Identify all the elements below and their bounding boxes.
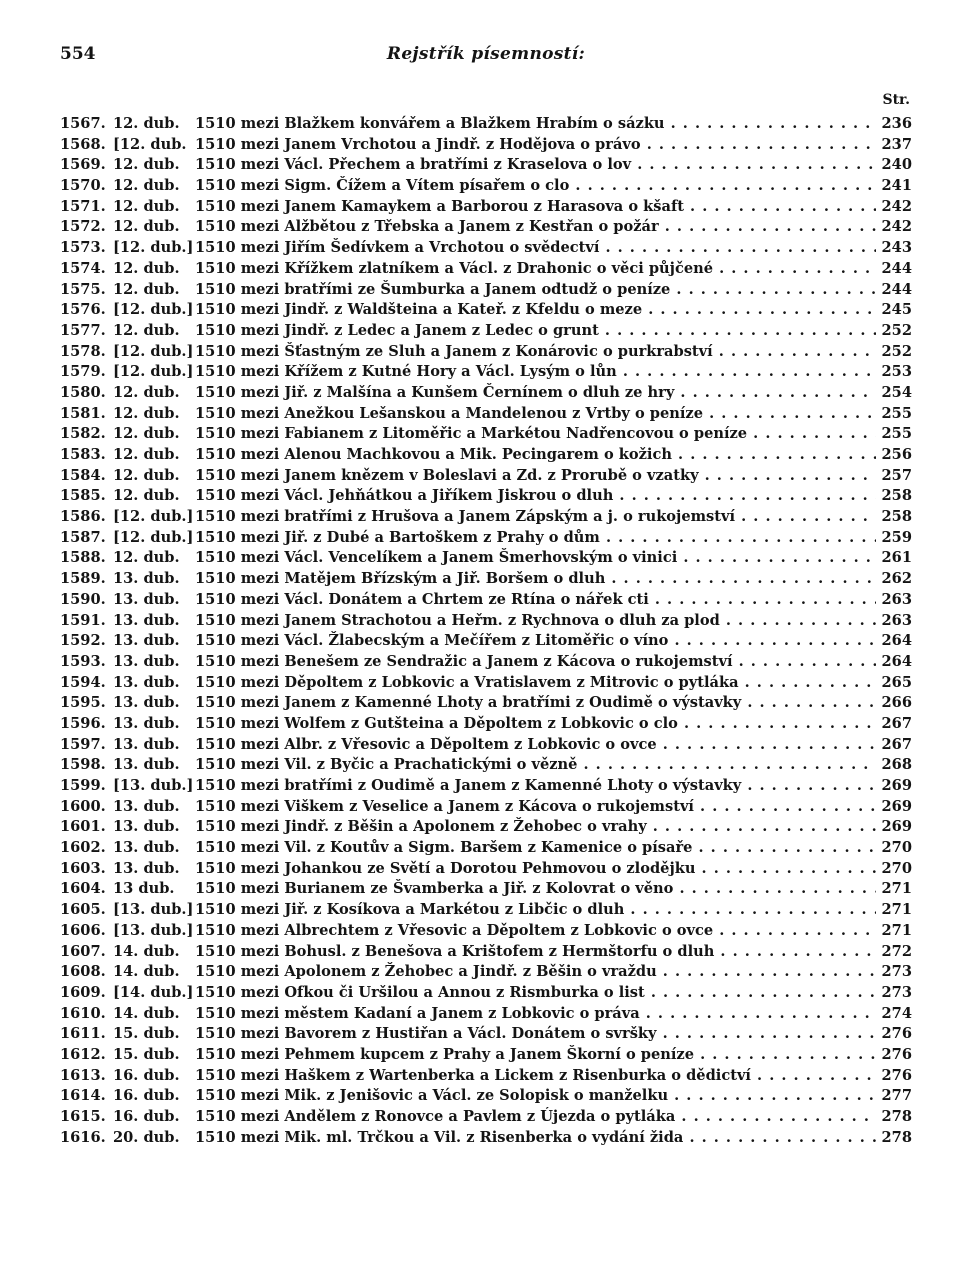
entry-page-ref: 270 [881, 859, 912, 877]
entry-page-ref: 269 [881, 777, 912, 794]
index-entry [60, 962, 912, 983]
entry-text: 1510 mezi Václ. Žlabecským a Mečířem z Litoměřic o víno . . . [195, 631, 876, 652]
entry-number: 1585. [60, 487, 106, 505]
index-entry [60, 755, 912, 776]
entry-page-ref: 277 [881, 1087, 912, 1105]
entry-page-ref: 267 [881, 735, 912, 753]
index-entry [60, 714, 912, 735]
entry-date: 12. dub. [113, 446, 180, 463]
entry-page-ref: 253 [881, 363, 912, 381]
entry-date: 12. dub. [113, 321, 180, 339]
entry-number: 1588. [60, 549, 106, 567]
entry-text: 1510 mezi Jiřím Šedívkem a Vrchotou o svědectví . . . [195, 238, 876, 259]
index-entry [60, 507, 912, 528]
index-entry [60, 631, 912, 652]
entry-number: 1598. [60, 756, 106, 774]
entry-text: 1510 mezi Janem Kamaykem a Barborou z Harasova o kšaft . . . [195, 197, 876, 218]
index-entry [60, 155, 912, 176]
entry-date: 12. dub. [113, 487, 180, 505]
entry-page-ref: 264 [881, 652, 912, 670]
entry-date: 14. dub. [113, 942, 180, 960]
entry-page-ref: 272 [881, 942, 912, 960]
index-entry [60, 176, 912, 197]
entry-number: 1569. [60, 156, 106, 174]
index-entries [60, 114, 912, 1148]
entry-page-ref: 261 [881, 549, 912, 567]
index-entry [60, 838, 912, 859]
entry-date: 20. dub. [113, 1128, 180, 1146]
entry-text: 1510 mezi Jiř. z Dubé a Bartoškem z Prahy o dům . . . [195, 528, 876, 549]
entry-date: 13. dub. [113, 839, 180, 857]
entry-number: 1614. [60, 1087, 106, 1105]
entry-number: 1616. [60, 1128, 106, 1146]
entry-text: 1510 mezi Jiř. z Malšína a Kunšem Černínem o dluh ze hry . . . [195, 383, 876, 404]
entry-page-ref: 252 [881, 321, 912, 339]
entry-text: 1510 mezi Janem z Kamenné Lhoty a bratřími z Oudimě o výstavky . . . [195, 693, 876, 714]
entry-date: 14. dub. [113, 1004, 180, 1022]
entry-text: 1510 mezi Johankou ze Světí a Dorotou Pehmovou o zlodějku . . . [195, 859, 876, 880]
index-entry [60, 466, 912, 487]
entry-number: 1582. [60, 425, 106, 443]
entry-date: [12. dub.] [113, 239, 194, 257]
entry-page-ref: 259 [881, 528, 912, 546]
index-entry [60, 590, 912, 611]
index-entry [60, 445, 912, 466]
entry-number: 1591. [60, 611, 106, 629]
entry-text: 1510 mezi Václ. Vencelíkem a Janem Šmerhovským o vinici . . . [195, 548, 876, 569]
entry-text: 1510 mezi bratřími z Oudimě a Janem z Kamenné Lhoty o výstavky . . . [195, 776, 876, 797]
index-entry [60, 776, 912, 797]
entry-text: 1510 mezi Alžbětou z Třebska a Janem z Kestřan o požár . . . [195, 217, 876, 238]
entry-page-ref: 256 [881, 446, 912, 463]
entry-date: 12. dub. [113, 466, 180, 484]
entry-date: 15. dub. [113, 1045, 180, 1063]
index-entry [60, 1024, 912, 1045]
entry-text: 1510 mezi Janem Vrchotou a Jindř. z Hodějova o právo . . . [195, 135, 876, 156]
page-number: 554 [60, 44, 96, 64]
entry-date: 12. dub. [113, 280, 180, 298]
entry-text: 1510 mezi Jiř. z Kosíkova a Markétou z Libčic o dluh . . . [195, 900, 876, 921]
index-entry [60, 1066, 912, 1087]
entry-page-ref: 244 [881, 280, 912, 298]
entry-number: 1592. [60, 632, 106, 650]
index-entry [60, 879, 912, 900]
entry-page-ref: 242 [881, 218, 912, 236]
entry-page-ref: 266 [881, 694, 912, 712]
entry-number: 1576. [60, 301, 106, 319]
entry-number: 1596. [60, 714, 106, 732]
entry-date: 14. dub. [113, 963, 180, 981]
entry-text: 1510 mezi Ofkou či Uršilou a Annou z Rismburka o list . . . [195, 983, 876, 1004]
entry-date: 13 dub. [113, 880, 175, 898]
entry-text: 1510 mezi Janem Strachotou a Heřm. z Rychnova o dluh za plod . . . [195, 611, 876, 632]
index-entry [60, 528, 912, 549]
index-entry [60, 424, 912, 445]
entry-page-ref: 264 [881, 632, 912, 650]
entry-page-ref: 269 [881, 797, 912, 815]
index-entry [60, 238, 912, 259]
entry-text: 1510 mezi Apolonem z Žehobec a Jindř. z Běšin o vraždu . . . [195, 962, 876, 983]
entry-number: 1590. [60, 590, 106, 608]
entry-date: 13. dub. [113, 694, 180, 712]
entry-number: 1599. [60, 777, 106, 794]
entry-text: 1510 mezi Křížkem zlatníkem a Václ. z Drahonic o věci půjčené . . . [195, 259, 876, 280]
index-entry [60, 1128, 912, 1149]
entry-number: 1594. [60, 673, 106, 691]
entry-text: 1510 mezi Jindř. z Běšin a Apolonem z Žehobec o vrahy . . . [195, 817, 876, 838]
entry-text: 1510 mezi Benešem ze Sendražic a Janem z Kácova o rukojemství . . . [195, 652, 876, 673]
entry-date: 16. dub. [113, 1087, 180, 1105]
entry-date: 13. dub. [113, 590, 180, 608]
entry-date: [13. dub.] [113, 921, 194, 939]
entry-date: 12. dub. [113, 115, 180, 132]
entry-text: 1510 mezi Wolfem z Gutšteina a Děpoltem z Lobkovic o clo . . . [195, 714, 876, 735]
index-entry [60, 1086, 912, 1107]
page-title: Rejstřík písemností: [386, 44, 586, 64]
entry-date: 12. dub. [113, 383, 180, 401]
entry-text: 1510 mezi Janem knězem v Boleslavi a Zd. z Prorubě o vzatky . . . [195, 466, 876, 487]
entry-number: 1580. [60, 383, 106, 401]
index-entry [60, 1107, 912, 1128]
index-entry [60, 569, 912, 590]
entry-text: 1510 mezi Bavorem z Hustiřan a Václ. Donátem o svršky . . . [195, 1024, 876, 1045]
index-entry [60, 921, 912, 942]
index-entry [60, 817, 912, 838]
entry-date: [14. dub.] [113, 983, 194, 1001]
index-entry [60, 611, 912, 632]
entry-date: [13. dub.] [113, 901, 194, 919]
entry-number: 1574. [60, 259, 106, 277]
entry-text: 1510 mezi Václ. Přechem a bratřími z Kraselova o lov . . . [195, 155, 876, 176]
index-entry [60, 1004, 912, 1025]
entry-date: 12. dub. [113, 197, 180, 215]
entry-text: 1510 mezi Anežkou Lešanskou a Mandelenou z Vrtby o peníze . . . [195, 404, 876, 425]
entry-page-ref: 276 [881, 1066, 912, 1084]
entry-number: 1593. [60, 652, 106, 670]
entry-text: 1510 mezi Fabianem z Litoměřic a Markétou Nadřencovou o peníze . . . [195, 424, 876, 445]
index-entry [60, 942, 912, 963]
entry-date: 12. dub. [113, 549, 180, 567]
index-entry [60, 673, 912, 694]
index-entry [60, 217, 912, 238]
entry-page-ref: 254 [881, 383, 912, 401]
entry-text: 1510 mezi Matějem Břízským a Jiř. Boršem o dluh . . . [195, 569, 876, 590]
index-entry [60, 900, 912, 921]
entry-page-ref: 243 [881, 239, 912, 257]
entry-number: 1595. [60, 694, 106, 712]
entry-date: [12. dub.] [113, 301, 194, 319]
entry-date: 12. dub. [113, 425, 180, 443]
entry-date: [12. dub.] [113, 528, 194, 546]
index-entry [60, 321, 912, 342]
entry-number: 1610. [60, 1004, 106, 1022]
index-entry [60, 735, 912, 756]
entry-date: 13. dub. [113, 797, 180, 815]
running-head [60, 44, 912, 72]
entry-page-ref: 255 [881, 404, 912, 422]
entry-page-ref: 258 [881, 508, 912, 526]
entry-text: 1510 mezi bratřími z Hrušova a Janem Zápským a j. o rukojemství . . . [195, 507, 876, 528]
entry-number: 1602. [60, 839, 106, 857]
entry-page-ref: 262 [881, 570, 912, 588]
entry-number: 1597. [60, 735, 106, 753]
entry-number: 1603. [60, 859, 106, 877]
index-entry [60, 300, 912, 321]
entry-date: 12. dub. [113, 404, 180, 422]
entry-text: 1510 mezi Andělem z Ronovce a Pavlem z Újezda o pytláka . . . [195, 1107, 876, 1128]
entry-date: [13. dub.] [113, 777, 194, 794]
page-column-header: Str. [882, 92, 910, 108]
entry-date: [12. dub.] [113, 342, 194, 360]
entry-date: 13. dub. [113, 818, 180, 836]
index-entry [60, 486, 912, 507]
entry-page-ref: 265 [881, 673, 912, 691]
entry-number: 1575. [60, 280, 106, 298]
entry-date: 13. dub. [113, 735, 180, 753]
entry-text: 1510 mezi Vil. z Byčic a Prachatickými o vězně . . . [195, 755, 876, 776]
entry-number: 1609. [60, 983, 106, 1001]
entry-number: 1600. [60, 797, 106, 815]
entry-text: 1510 mezi Burianem ze Švamberka a Jiř. z Kolovrat o věno . . . [195, 879, 876, 900]
entry-page-ref: 278 [881, 1108, 912, 1125]
entry-number: 1587. [60, 528, 106, 546]
entry-number: 1573. [60, 239, 106, 257]
entry-number: 1589. [60, 570, 106, 588]
entry-number: 1607. [60, 942, 106, 960]
entry-number: 1577. [60, 321, 106, 339]
entry-text: 1510 mezi Václ. Donátem a Chrtem ze Rtína o nářek cti . . . [195, 590, 876, 611]
entry-number: 1583. [60, 446, 106, 463]
index-entry [60, 342, 912, 363]
entry-date: 13. dub. [113, 673, 180, 691]
entry-page-ref: 245 [881, 301, 912, 319]
entry-page-ref: 263 [881, 611, 912, 629]
index-entry [60, 280, 912, 301]
entry-number: 1567. [60, 115, 106, 132]
index-entry [60, 797, 912, 818]
entry-text: 1510 mezi Bohusl. z Benešova a Krištofem z Hermštorfu o dluh . . . [195, 942, 876, 963]
entry-page-ref: 255 [881, 425, 912, 443]
entry-text: 1510 mezi Šťastným ze Sluh a Janem z Konárovic o purkrabství . . . [195, 342, 876, 363]
entry-text: 1510 mezi Vil. z Koutův a Sigm. Baršem z Kamenice o písaře . . . [195, 838, 876, 859]
index-entry [60, 693, 912, 714]
entry-text: 1510 mezi Haškem z Wartenberka a Lickem z Risenburka o dědictví . . . [195, 1066, 876, 1087]
entry-text: 1510 mezi Albrechtem z Vřesovic a Děpoltem z Lobkovic o ovce . . . [195, 921, 876, 942]
index-entry [60, 383, 912, 404]
entry-date: 13. dub. [113, 714, 180, 732]
entry-number: 1572. [60, 218, 106, 236]
index-entry [60, 1045, 912, 1066]
entry-page-ref: 268 [881, 756, 912, 774]
entry-number: 1611. [60, 1025, 106, 1043]
entry-page-ref: 271 [881, 880, 912, 898]
entry-page-ref: 240 [881, 156, 912, 174]
entry-text: 1510 mezi bratřími ze Šumburka a Janem odtudž o peníze . . . [195, 280, 876, 301]
index-entry [60, 983, 912, 1004]
entry-text: 1510 mezi Křížem z Kutné Hory a Václ. Lysým o lůn . . . [195, 362, 876, 383]
entry-page-ref: 276 [881, 1045, 912, 1063]
entry-number: 1578. [60, 342, 106, 360]
entry-date: 12. dub. [113, 218, 180, 236]
entry-date: 13. dub. [113, 570, 180, 588]
entry-page-ref: 257 [881, 466, 912, 484]
entry-page-ref: 263 [881, 590, 912, 608]
entry-date: 16. dub. [113, 1108, 180, 1125]
entry-date: 16. dub. [113, 1066, 180, 1084]
entry-number: 1608. [60, 963, 106, 981]
entry-number: 1581. [60, 404, 106, 422]
entry-date: 12. dub. [113, 156, 180, 174]
index-entry [60, 548, 912, 569]
entry-number: 1612. [60, 1045, 106, 1063]
entry-date: 13. dub. [113, 859, 180, 877]
entry-number: 1615. [60, 1108, 106, 1125]
entry-text: 1510 mezi Alenou Machkovou a Mik. Pecingarem o kožich . . . [195, 445, 876, 466]
entry-page-ref: 274 [881, 1004, 912, 1022]
index-entry [60, 114, 912, 135]
index-entry [60, 197, 912, 218]
entry-date: 15. dub. [113, 1025, 180, 1043]
index-entry [60, 259, 912, 280]
entry-text: 1510 mezi Děpoltem z Lobkovic a Vratislavem z Mitrovic o pytláka . . . [195, 673, 876, 694]
entry-date: 13. dub. [113, 756, 180, 774]
index-entry [60, 859, 912, 880]
entry-date: 13. dub. [113, 611, 180, 629]
entry-text: 1510 mezi Václ. Jehňátkou a Jiříkem Jiskrou o dluh . . . [195, 486, 876, 507]
entry-text: 1510 mezi Sigm. Čížem a Vítem písařem o clo . . . [195, 176, 876, 197]
entry-date: [12. dub.] [113, 508, 194, 526]
entry-number: 1613. [60, 1066, 106, 1084]
entry-page-ref: 278 [881, 1128, 912, 1146]
entry-number: 1586. [60, 508, 106, 526]
entry-text: 1510 mezi městem Kadaní a Janem z Lobkovic o práva . . . [195, 1004, 876, 1025]
entry-page-ref: 271 [881, 901, 912, 919]
entry-number: 1571. [60, 197, 106, 215]
entry-text: 1510 mezi Viškem z Veselice a Janem z Kácova o rukojemství . . . [195, 797, 876, 818]
entry-number: 1605. [60, 901, 106, 919]
entry-date: [12. dub. [113, 135, 187, 153]
entry-page-ref: 252 [881, 342, 912, 360]
entry-date: 13. dub. [113, 632, 180, 650]
entry-page-ref: 237 [881, 135, 912, 153]
entry-text: 1510 mezi Pehmem kupcem z Prahy a Janem Škorní o peníze . . . [195, 1045, 876, 1066]
index-entry [60, 652, 912, 673]
entry-page-ref: 270 [881, 839, 912, 857]
index-entry [60, 135, 912, 156]
entry-text: 1510 mezi Jindř. z Waldšteina a Kateř. z Kfeldu o meze . . . [195, 300, 876, 321]
entry-text: 1510 mezi Blažkem konvářem a Blažkem Hrabím o sázku . . . [195, 114, 876, 135]
entry-number: 1570. [60, 177, 106, 195]
entry-number: 1606. [60, 921, 106, 939]
entry-page-ref: 244 [881, 259, 912, 277]
entry-number: 1579. [60, 363, 106, 381]
index-entry [60, 404, 912, 425]
index-entry [60, 362, 912, 383]
entry-page-ref: 276 [881, 1025, 912, 1043]
entry-date: 13. dub. [113, 652, 180, 670]
entry-text: 1510 mezi Mik. z Jenišovic a Václ. ze Solopisk o manželku . . . [195, 1086, 876, 1107]
entry-date: [12. dub.] [113, 363, 194, 381]
entry-page-ref: 269 [881, 818, 912, 836]
entry-page-ref: 273 [881, 963, 912, 981]
entry-text: 1510 mezi Jindř. z Ledec a Janem z Ledec o grunt . . . [195, 321, 876, 342]
entry-date: 12. dub. [113, 177, 180, 195]
entry-page-ref: 258 [881, 487, 912, 505]
entry-page-ref: 271 [881, 921, 912, 939]
entry-page-ref: 267 [881, 714, 912, 732]
entry-number: 1568. [60, 135, 106, 153]
entry-date: 12. dub. [113, 259, 180, 277]
entry-page-ref: 236 [881, 115, 912, 132]
entry-number: 1601. [60, 818, 106, 836]
entry-number: 1604. [60, 880, 106, 898]
entry-number: 1584. [60, 466, 106, 484]
entry-text: 1510 mezi Albr. z Vřesovic a Děpoltem z Lobkovic o ovce . . . [195, 735, 876, 756]
entry-page-ref: 241 [881, 177, 912, 195]
entry-page-ref: 273 [881, 983, 912, 1001]
entry-page-ref: 242 [881, 197, 912, 215]
entry-text: 1510 mezi Mik. ml. Trčkou a Vil. z Risenberka o vydání žida . . . [195, 1128, 876, 1149]
